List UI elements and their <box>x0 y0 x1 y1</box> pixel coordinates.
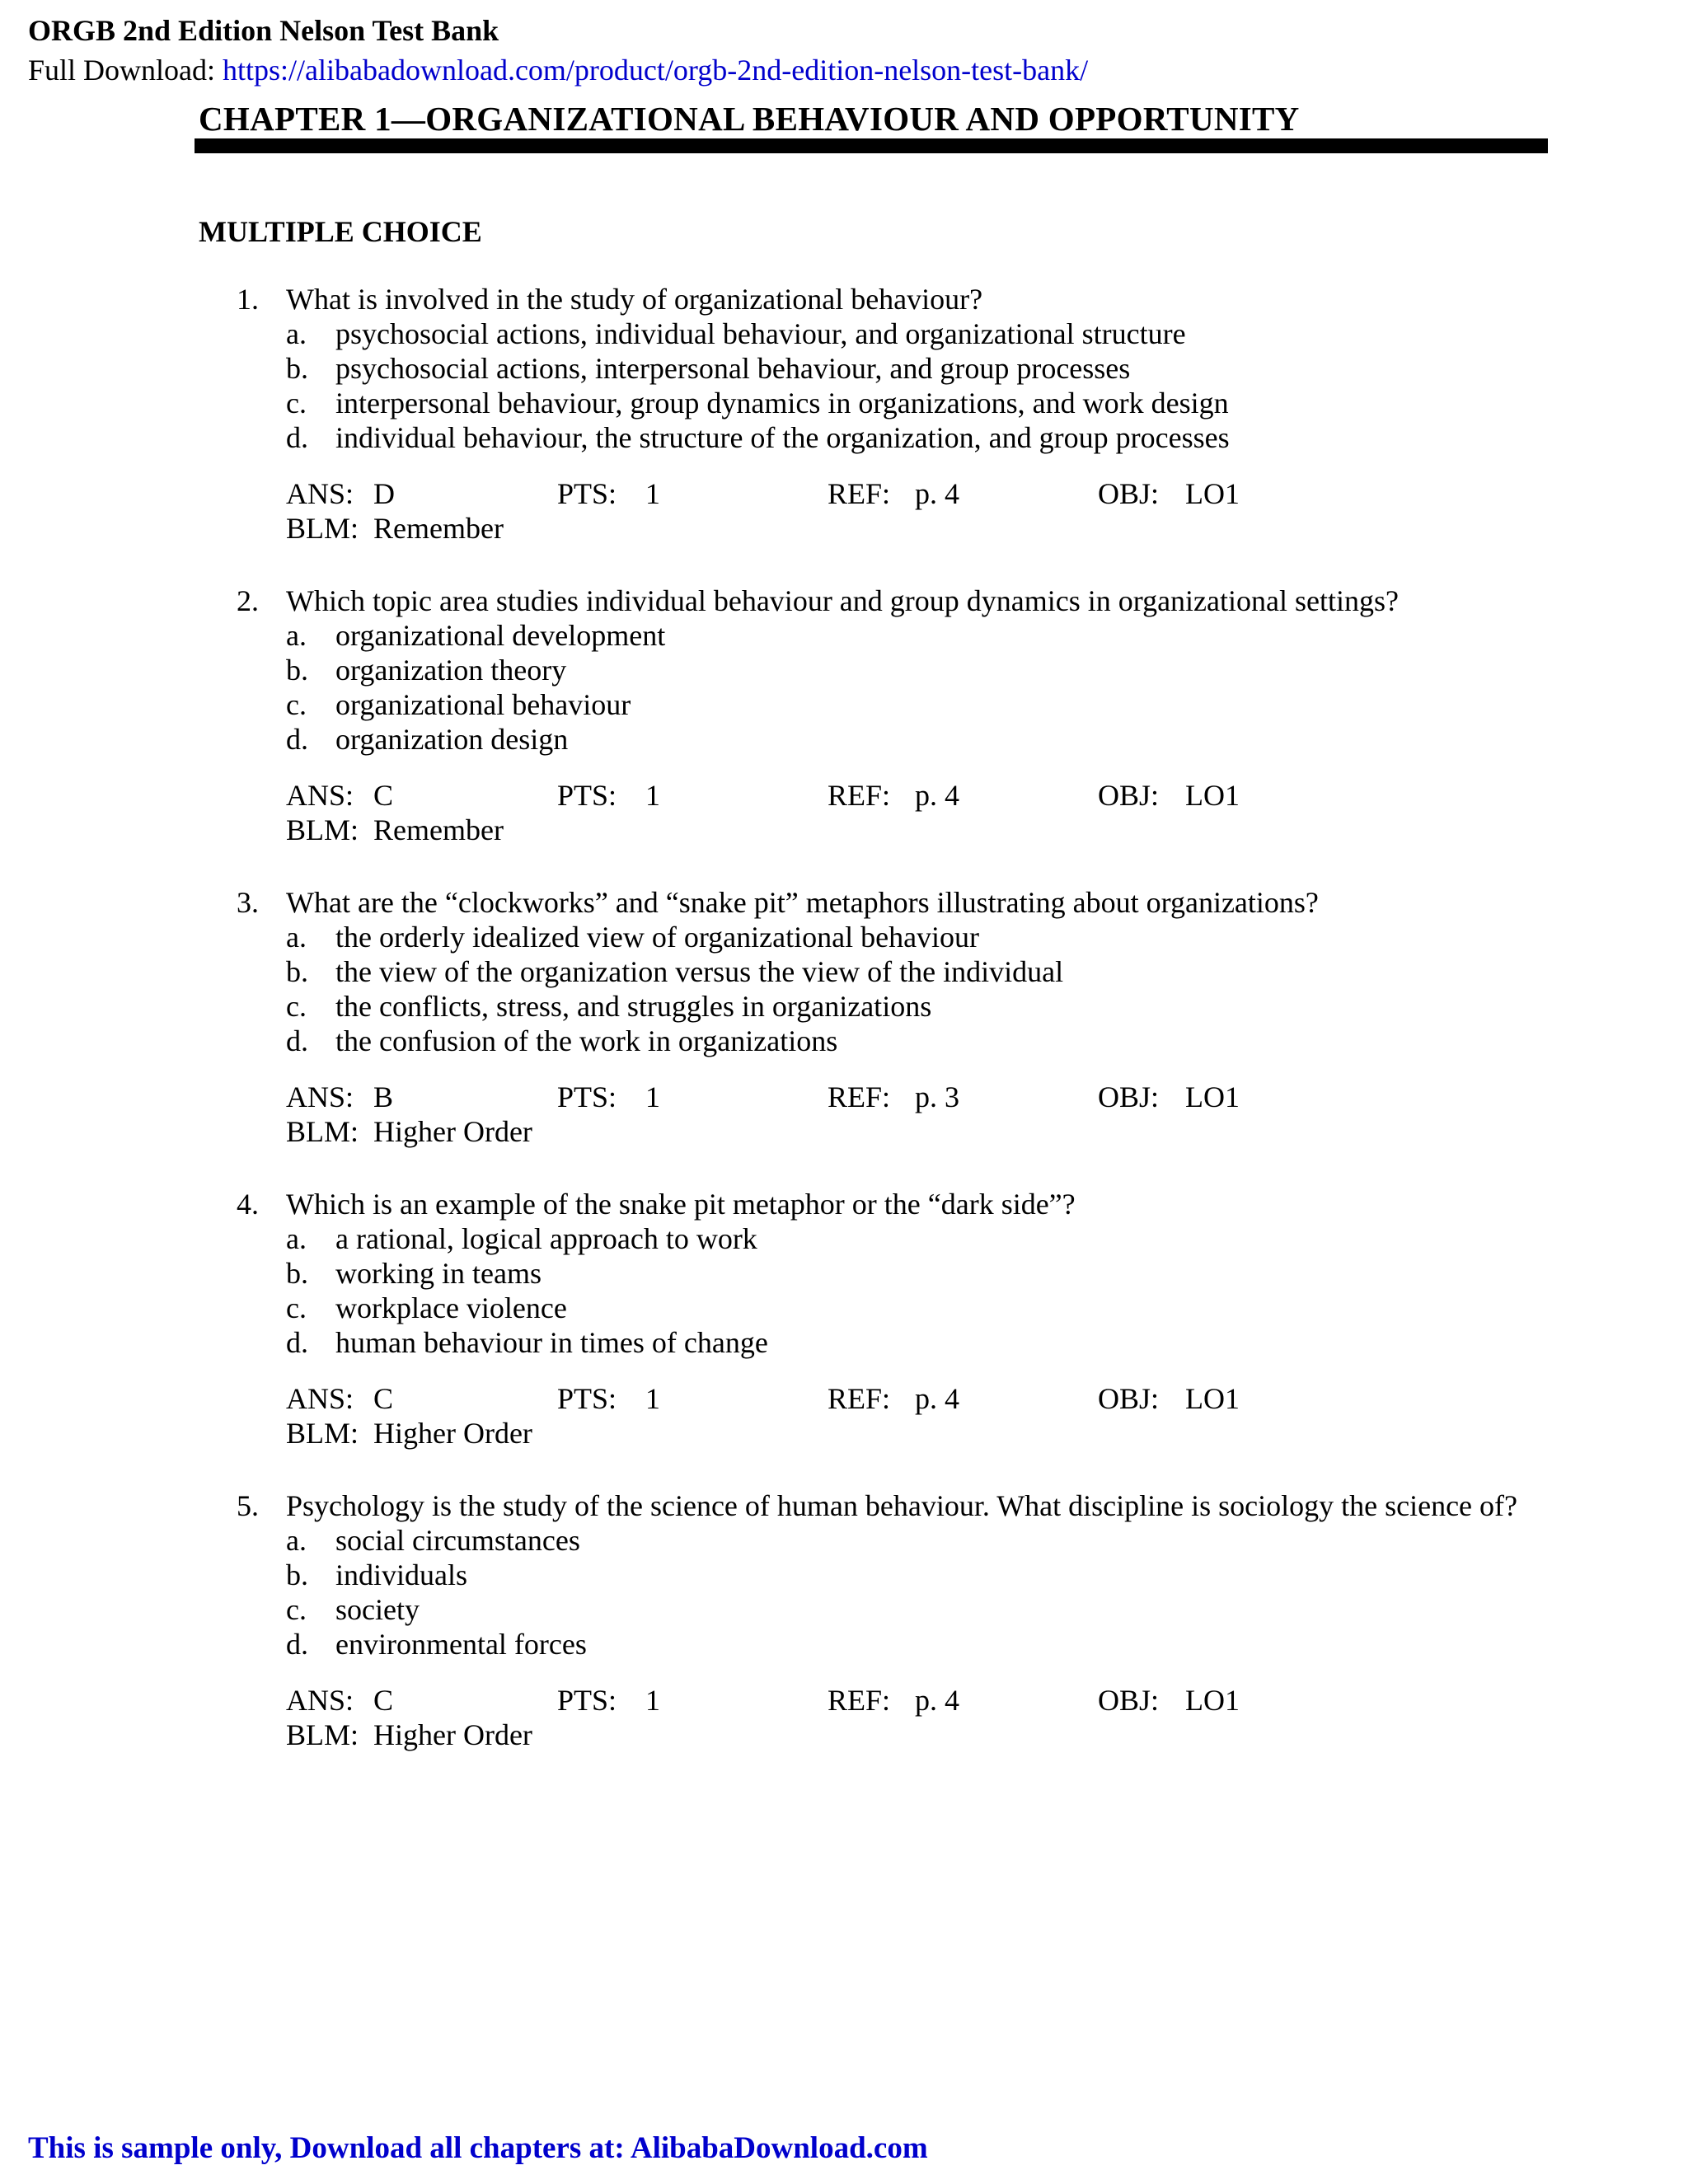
question-number: 1. <box>237 283 259 316</box>
blm-value: Remember <box>373 512 504 545</box>
blm-value: Higher Order <box>373 1718 532 1751</box>
option-b <box>0 1256 1688 1291</box>
option-letter: d. <box>286 1024 308 1057</box>
ref-label: REF: <box>828 1684 891 1717</box>
blm-value: Remember <box>373 813 504 846</box>
answer-meta <box>0 1683 1688 1718</box>
blm-meta <box>0 813 1688 847</box>
question-4 <box>0 1187 1688 1451</box>
blm-label: BLM: <box>286 1115 359 1148</box>
option-letter: a. <box>286 619 307 652</box>
option-letter: c. <box>286 1593 307 1626</box>
question-stem: Psychology is the study of the science of human behaviour. What discipline is sociology the science of? <box>286 1489 1517 1522</box>
option-text: environmental forces <box>335 1628 587 1661</box>
option-text: psychosocial actions, interpersonal behaviour, and group processes <box>335 352 1131 385</box>
option-letter: c. <box>286 1291 307 1324</box>
option-letter: a. <box>286 1222 307 1255</box>
chapter-divider <box>195 138 1548 153</box>
obj-value: LO1 <box>1185 1684 1240 1717</box>
ref-value: p. 4 <box>915 779 959 812</box>
ans-value: B <box>373 1080 394 1113</box>
option-letter: a. <box>286 921 307 954</box>
option-d <box>0 1325 1688 1360</box>
obj-value: LO1 <box>1185 477 1240 510</box>
option-text: working in teams <box>335 1257 542 1290</box>
option-text: psychosocial actions, individual behaviour, and organizational structure <box>335 317 1186 350</box>
option-letter: d. <box>286 1628 308 1661</box>
pts-label: PTS: <box>557 1080 617 1113</box>
obj-label: OBJ: <box>1098 1382 1160 1415</box>
ans-value: C <box>373 1684 394 1717</box>
option-letter: d. <box>286 1326 308 1359</box>
question-1 <box>0 282 1688 546</box>
answer-meta <box>0 476 1688 511</box>
blm-label: BLM: <box>286 1718 359 1751</box>
option-a <box>0 316 1688 351</box>
download-label: Full Download: <box>28 54 223 87</box>
option-letter: c. <box>286 387 307 419</box>
option-c <box>0 1592 1688 1627</box>
option-letter: b. <box>286 654 308 687</box>
question-2 <box>0 583 1688 847</box>
ref-label: REF: <box>828 477 891 510</box>
ref-label: REF: <box>828 1080 891 1113</box>
option-letter: c. <box>286 688 307 721</box>
option-text: social circumstances <box>335 1524 580 1557</box>
question-number: 4. <box>237 1188 259 1221</box>
option-b <box>0 351 1688 386</box>
option-a <box>0 1221 1688 1256</box>
question-stem: Which topic area studies individual behaviour and group dynamics in organizational settings? <box>286 584 1399 617</box>
ref-label: REF: <box>828 1382 891 1415</box>
ref-value: p. 4 <box>915 1382 959 1415</box>
chapter-title: CHAPTER 1—ORGANIZATIONAL BEHAVIOUR AND OPPORTUNITY <box>199 100 1300 138</box>
question-3 <box>0 885 1688 1149</box>
option-c <box>0 687 1688 722</box>
option-c <box>0 989 1688 1024</box>
option-text: the conflicts, stress, and struggles in organizations <box>335 990 932 1023</box>
option-text: organization theory <box>335 654 567 687</box>
ref-label: REF: <box>828 779 891 812</box>
option-text: the confusion of the work in organizations <box>335 1024 838 1057</box>
option-letter: b. <box>286 1558 308 1591</box>
ans-label: ANS: <box>286 1684 354 1717</box>
option-c <box>0 386 1688 420</box>
answer-meta <box>0 778 1688 813</box>
ans-label: ANS: <box>286 1382 354 1415</box>
option-text: interpersonal behaviour, group dynamics in organizations, and work design <box>335 387 1229 419</box>
option-text: organizational development <box>335 619 666 652</box>
ref-value: p. 4 <box>915 1684 959 1717</box>
option-text: organizational behaviour <box>335 688 631 721</box>
option-d <box>0 1024 1688 1058</box>
ans-value: C <box>373 1382 394 1415</box>
pts-label: PTS: <box>557 779 617 812</box>
answer-meta <box>0 1080 1688 1114</box>
option-a <box>0 618 1688 653</box>
blm-meta <box>0 1114 1688 1149</box>
obj-value: LO1 <box>1185 1080 1240 1113</box>
obj-value: LO1 <box>1185 1382 1240 1415</box>
answer-meta <box>0 1381 1688 1416</box>
ans-value: D <box>373 477 395 510</box>
pts-value: 1 <box>645 1080 660 1113</box>
section-title: MULTIPLE CHOICE <box>199 215 482 248</box>
question-5 <box>0 1488 1688 1752</box>
pts-value: 1 <box>645 1684 660 1717</box>
test-bank-title: ORGB 2nd Edition Nelson Test Bank <box>28 14 499 47</box>
blm-meta <box>0 1416 1688 1451</box>
option-letter: d. <box>286 421 308 454</box>
option-text: workplace violence <box>335 1291 567 1324</box>
blm-meta <box>0 511 1688 546</box>
option-text: society <box>335 1593 420 1626</box>
pts-value: 1 <box>645 1382 660 1415</box>
option-text: a rational, logical approach to work <box>335 1222 757 1255</box>
sample-footer-note: This is sample only, Download all chapters at: AlibabaDownload.com <box>28 2131 928 2165</box>
option-text: organization design <box>335 723 569 756</box>
obj-value: LO1 <box>1185 779 1240 812</box>
option-d <box>0 420 1688 455</box>
obj-label: OBJ: <box>1098 1080 1160 1113</box>
ref-value: p. 3 <box>915 1080 959 1113</box>
obj-label: OBJ: <box>1098 1684 1160 1717</box>
pts-label: PTS: <box>557 1382 617 1415</box>
option-b <box>0 653 1688 687</box>
ans-label: ANS: <box>286 1080 354 1113</box>
question-stem: Which is an example of the snake pit metaphor or the “dark side”? <box>286 1188 1076 1221</box>
blm-value: Higher Order <box>373 1115 532 1148</box>
download-line <box>28 51 1088 89</box>
option-text: individuals <box>335 1558 467 1591</box>
question-number: 5. <box>237 1489 259 1522</box>
blm-label: BLM: <box>286 512 359 545</box>
question-number: 3. <box>237 886 259 919</box>
option-letter: a. <box>286 1524 307 1557</box>
ans-label: ANS: <box>286 477 354 510</box>
option-c <box>0 1291 1688 1325</box>
question-stem: What is involved in the study of organizational behaviour? <box>286 283 983 316</box>
option-b <box>0 1558 1688 1592</box>
option-a <box>0 920 1688 954</box>
question-stem: What are the “clockworks” and “snake pit” metaphors illustrating about organizations? <box>286 886 1319 919</box>
option-letter: a. <box>286 317 307 350</box>
pts-value: 1 <box>645 779 660 812</box>
option-a <box>0 1523 1688 1558</box>
obj-label: OBJ: <box>1098 779 1160 812</box>
option-letter: b. <box>286 1257 308 1290</box>
blm-meta <box>0 1718 1688 1752</box>
download-link[interactable]: https://alibabadownload.com/product/orgb-2nd-edition-nelson-test-bank/ <box>223 54 1089 87</box>
ans-label: ANS: <box>286 779 354 812</box>
option-letter: d. <box>286 723 308 756</box>
blm-value: Higher Order <box>373 1417 532 1450</box>
pts-label: PTS: <box>557 477 617 510</box>
option-letter: b. <box>286 955 308 988</box>
option-d <box>0 722 1688 757</box>
blm-label: BLM: <box>286 1417 359 1450</box>
option-text: the view of the organization versus the view of the individual <box>335 955 1064 988</box>
ref-value: p. 4 <box>915 477 959 510</box>
option-text: human behaviour in times of change <box>335 1326 768 1359</box>
option-letter: c. <box>286 990 307 1023</box>
option-letter: b. <box>286 352 308 385</box>
blm-label: BLM: <box>286 813 359 846</box>
pts-value: 1 <box>645 477 660 510</box>
option-d <box>0 1627 1688 1661</box>
ans-value: C <box>373 779 394 812</box>
pts-label: PTS: <box>557 1684 617 1717</box>
obj-label: OBJ: <box>1098 477 1160 510</box>
option-b <box>0 954 1688 989</box>
option-text: the orderly idealized view of organizational behaviour <box>335 921 980 954</box>
question-number: 2. <box>237 584 259 617</box>
option-text: individual behaviour, the structure of the organization, and group processes <box>335 421 1230 454</box>
